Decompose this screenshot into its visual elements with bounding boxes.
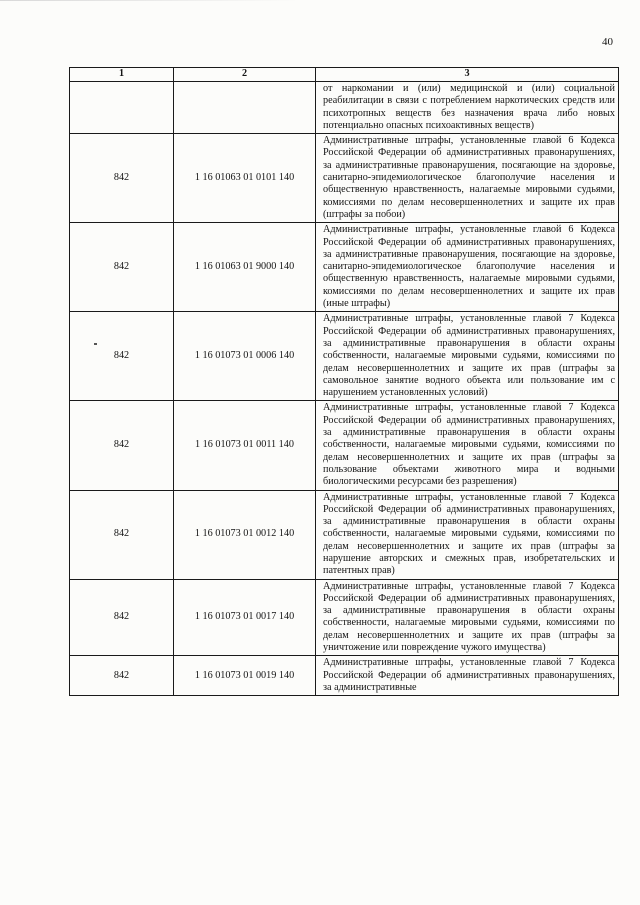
admin-code-cell: 842	[70, 490, 174, 579]
description-cell: Административные штрафы, установленные главой 7 Кодекса Российской Федерации об административных правонарушениях, за административные	[316, 656, 619, 696]
admin-code-cell: 842	[70, 134, 174, 223]
description-cell: Административные штрафы, установленные главой 7 Кодекса Российской Федерации об административных правонарушениях, за административные правонарушения в области охраны собственности, налагаемые мировыми судьями, комиссиями по делам несовершеннолетних и защите их прав (штрафы за уничтожение или повреждение чужого имущества)	[316, 579, 619, 656]
table-row	[70, 490, 619, 579]
description-cell: Административные штрафы, установленные главой 7 Кодекса Российской Федерации об административных правонарушениях, за административные правонарушения в области охраны собственности, налагаемые мировыми судьями, комиссиями по делам несовершеннолетних и защите их прав (штрафы за нарушение авторских и смежных прав, изобретательских и патентных прав)	[316, 490, 619, 579]
table-row	[70, 312, 619, 401]
description-cell: Административные штрафы, установленные главой 6 Кодекса Российской Федерации об административных правонарушениях, за административные правонарушения, посягающие на здоровье, санитарно-эпидемиологическое благополучие населения и общественную нравственность, налагаемые мировыми судьями, комиссиями по делам несовершеннолетних и защите их прав (штрафы за побои)	[316, 134, 619, 223]
admin-code-cell: 842	[70, 312, 174, 401]
admin-code-cell: 842	[70, 656, 174, 696]
budget-code-cell: 1 16 01073 01 0019 140	[174, 656, 316, 696]
description-cell: Административные штрафы, установленные главой 7 Кодекса Российской Федерации об административных правонарушениях, за административные правонарушения в области охраны собственности, налагаемые мировыми судьями, комиссиями по делам несовершеннолетних и защите их прав (штрафы за самовольное занятие водного объекта или пользование им с нарушением установленных условий)	[316, 312, 619, 401]
admin-code-cell: 842	[70, 579, 174, 656]
budget-code-cell	[174, 82, 316, 134]
table-header-row	[70, 68, 619, 82]
budget-code-cell: 1 16 01063 01 0101 140	[174, 134, 316, 223]
admin-code-cell: 842	[70, 401, 174, 490]
scan-speck	[94, 343, 97, 345]
table-row	[70, 82, 619, 134]
budget-code-cell: 1 16 01063 01 9000 140	[174, 223, 316, 312]
table-row	[70, 656, 619, 696]
budget-codes-table	[69, 67, 619, 696]
budget-code-cell: 1 16 01073 01 0011 140	[174, 401, 316, 490]
column-header-1: 1	[70, 68, 174, 82]
page-number: 40	[602, 36, 613, 48]
description-cell: Административные штрафы, установленные главой 6 Кодекса Российской Федерации об административных правонарушениях, за административные правонарушения, посягающие на здоровье, санитарно-эпидемиологическое благополучие населения и общественную нравственность, налагаемые мировыми судьями, комиссиями по делам несовершеннолетних и защите их прав (иные штрафы)	[316, 223, 619, 312]
column-header-3: 3	[316, 68, 619, 82]
admin-code-cell: 842	[70, 223, 174, 312]
table-row	[70, 223, 619, 312]
description-cell: от наркомании и (или) медицинской и (или) социальной реабилитации в связи с потреблением наркотических средств или психотропных веществ без назначения врача либо новых потенциально опасных психоактивных веществ)	[316, 82, 619, 134]
budget-code-cell: 1 16 01073 01 0017 140	[174, 579, 316, 656]
budget-code-cell: 1 16 01073 01 0012 140	[174, 490, 316, 579]
table-row	[70, 579, 619, 656]
admin-code-cell	[70, 82, 174, 134]
table-row	[70, 401, 619, 490]
description-cell: Административные штрафы, установленные главой 7 Кодекса Российской Федерации об административных правонарушениях, за административные правонарушения в области охраны собственности, налагаемые мировыми судьями, комиссиями по делам несовершеннолетних и защите их прав (штрафы за пользование объектами животного мира и водными биологическими ресурсами без разрешения)	[316, 401, 619, 490]
budget-code-cell: 1 16 01073 01 0006 140	[174, 312, 316, 401]
table-row	[70, 134, 619, 223]
column-header-2: 2	[174, 68, 316, 82]
scan-edge-line	[0, 0, 300, 1]
